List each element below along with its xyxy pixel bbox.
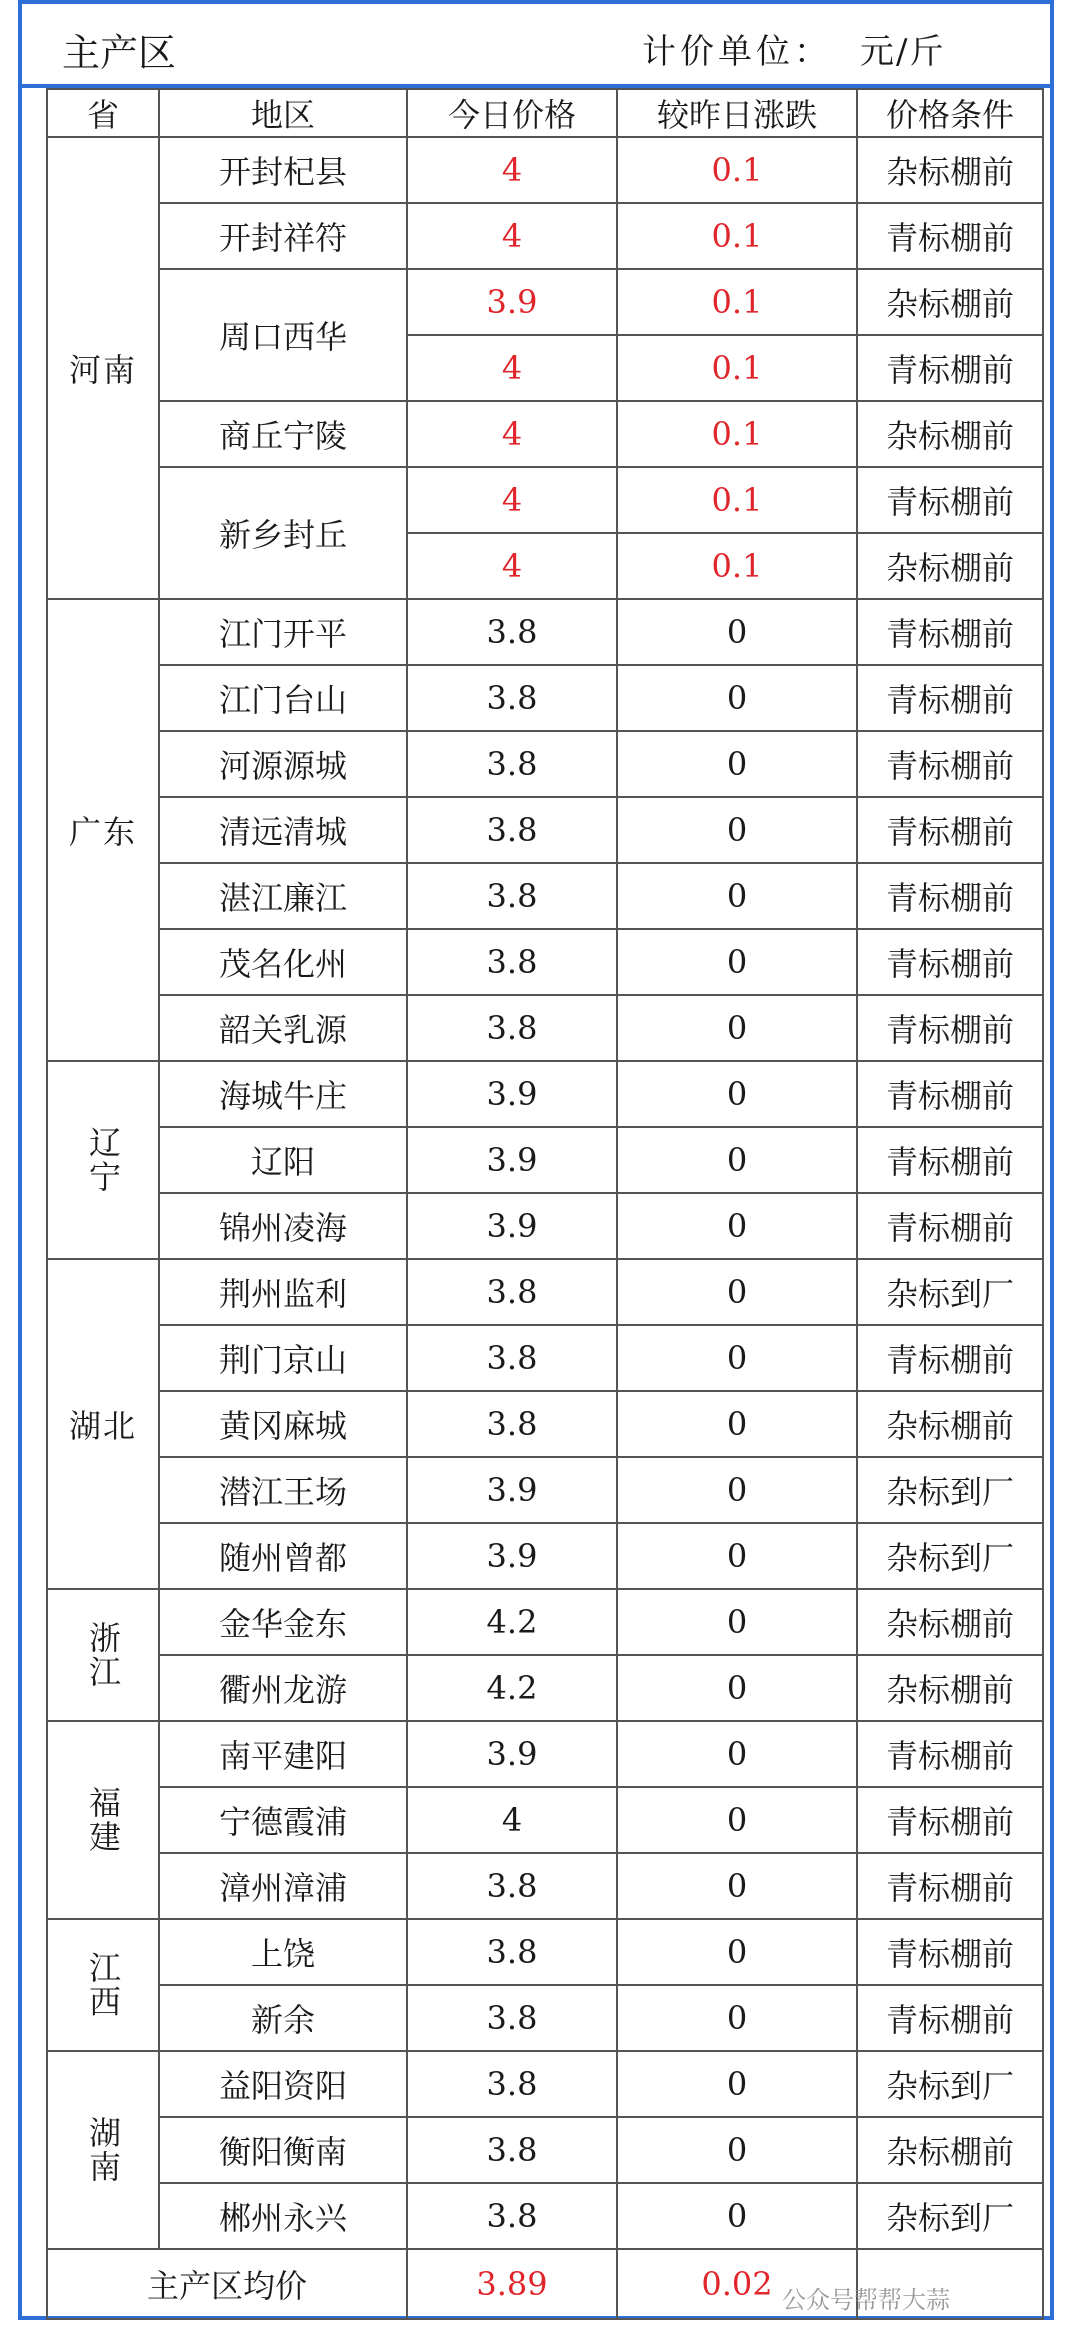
change-cell: 0 — [617, 1721, 857, 1787]
price-cell: 3.9 — [407, 1523, 617, 1589]
unit-label: 计价单位： — [642, 32, 832, 72]
condition-cell: 青标棚前 — [857, 203, 1043, 269]
price-cell: 3.8 — [407, 731, 617, 797]
change-cell: 0.1 — [617, 137, 857, 203]
table-row — [47, 1787, 1043, 1853]
table-row — [47, 1853, 1043, 1919]
table-row — [47, 1259, 1043, 1325]
condition-cell: 杂标棚前 — [857, 401, 1043, 467]
table-row — [47, 2183, 1043, 2249]
price-cell: 3.8 — [407, 929, 617, 995]
table-row — [47, 1523, 1043, 1589]
sheet-title: 主产区 — [62, 31, 177, 75]
province-cell: 江西 — [47, 1919, 159, 2051]
table-row — [47, 203, 1043, 269]
change-cell: 0 — [617, 1919, 857, 1985]
change-cell: 0 — [617, 1655, 857, 1721]
price-cell: 3.8 — [407, 665, 617, 731]
condition-cell: 杂标棚前 — [857, 1391, 1043, 1457]
region-cell: 开封杞县 — [159, 137, 407, 203]
col-header-change: 较昨日涨跌 — [617, 89, 857, 137]
table-row — [47, 995, 1043, 1061]
price-cell: 3.9 — [407, 1457, 617, 1523]
condition-cell: 杂标棚前 — [857, 1655, 1043, 1721]
region-cell: 南平建阳 — [159, 1721, 407, 1787]
table-row — [47, 401, 1043, 467]
price-cell: 3.8 — [407, 797, 617, 863]
price-cell: 3.8 — [407, 995, 617, 1061]
price-cell: 3.8 — [407, 599, 617, 665]
region-cell: 漳州漳浦 — [159, 1853, 407, 1919]
condition-cell: 青标棚前 — [857, 467, 1043, 533]
price-cell: 4.2 — [407, 1589, 617, 1655]
region-cell: 湛江廉江 — [159, 863, 407, 929]
condition-cell: 青标棚前 — [857, 1193, 1043, 1259]
price-cell: 3.8 — [407, 1853, 617, 1919]
change-cell: 0 — [617, 2051, 857, 2117]
price-cell: 4 — [407, 203, 617, 269]
region-cell: 新乡封丘 — [159, 467, 407, 599]
region-cell: 茂名化州 — [159, 929, 407, 995]
region-cell: 宁德霞浦 — [159, 1787, 407, 1853]
condition-cell: 青标棚前 — [857, 665, 1043, 731]
change-cell: 0 — [617, 2117, 857, 2183]
change-cell: 0.1 — [617, 533, 857, 599]
region-cell: 韶关乳源 — [159, 995, 407, 1061]
price-cell: 4 — [407, 1787, 617, 1853]
change-cell: 0 — [617, 1985, 857, 2051]
table-row — [47, 1457, 1043, 1523]
price-cell: 3.8 — [407, 2183, 617, 2249]
change-cell: 0 — [617, 1259, 857, 1325]
change-cell: 0 — [617, 1061, 857, 1127]
price-cell: 3.9 — [407, 1721, 617, 1787]
province-cell: 湖南 — [47, 2051, 159, 2249]
price-cell: 4 — [407, 401, 617, 467]
col-header-region: 地区 — [159, 89, 407, 137]
condition-cell: 青标棚前 — [857, 1787, 1043, 1853]
average-price: 3.89 — [407, 2249, 617, 2319]
table-row — [47, 137, 1043, 203]
condition-cell: 青标棚前 — [857, 797, 1043, 863]
region-cell: 河源源城 — [159, 731, 407, 797]
condition-cell: 青标棚前 — [857, 929, 1043, 995]
province-cell: 广东 — [47, 599, 159, 1061]
change-cell: 0 — [617, 1589, 857, 1655]
change-cell: 0 — [617, 929, 857, 995]
price-cell: 3.9 — [407, 1061, 617, 1127]
price-cell: 4 — [407, 137, 617, 203]
region-cell: 荆州监利 — [159, 1259, 407, 1325]
condition-cell: 青标棚前 — [857, 1853, 1043, 1919]
change-cell: 0 — [617, 1325, 857, 1391]
region-cell: 益阳资阳 — [159, 2051, 407, 2117]
region-cell: 潜江王场 — [159, 1457, 407, 1523]
table-row — [47, 665, 1043, 731]
change-cell: 0 — [617, 1457, 857, 1523]
region-cell: 周口西华 — [159, 269, 407, 401]
table-row — [47, 599, 1043, 665]
average-label: 主产区均价 — [47, 2249, 407, 2319]
table-row — [47, 2051, 1043, 2117]
table-header-row — [47, 89, 1043, 137]
price-cell: 3.8 — [407, 863, 617, 929]
table-row — [47, 1325, 1043, 1391]
change-cell: 0 — [617, 797, 857, 863]
change-cell: 0.1 — [617, 335, 857, 401]
change-cell: 0 — [617, 1523, 857, 1589]
condition-cell: 青标棚前 — [857, 335, 1043, 401]
table-row — [47, 1721, 1043, 1787]
condition-cell: 青标棚前 — [857, 863, 1043, 929]
region-cell: 新余 — [159, 1985, 407, 2051]
change-cell: 0.1 — [617, 467, 857, 533]
province-cell: 河南 — [47, 137, 159, 599]
change-cell: 0.1 — [617, 269, 857, 335]
table-row — [47, 863, 1043, 929]
condition-cell: 青标棚前 — [857, 731, 1043, 797]
region-cell: 衢州龙游 — [159, 1655, 407, 1721]
change-cell: 0 — [617, 665, 857, 731]
province-cell: 辽宁 — [47, 1061, 159, 1259]
region-cell: 金华金东 — [159, 1589, 407, 1655]
col-header-condition: 价格条件 — [857, 89, 1043, 137]
condition-cell: 杂标到厂 — [857, 1259, 1043, 1325]
condition-cell: 杂标棚前 — [857, 2117, 1043, 2183]
unit-value: 元/斤 — [860, 32, 946, 72]
table-row — [47, 1919, 1043, 1985]
table-row — [47, 1193, 1043, 1259]
price-cell: 3.8 — [407, 1985, 617, 2051]
region-cell: 荆门京山 — [159, 1325, 407, 1391]
condition-cell: 杂标棚前 — [857, 269, 1043, 335]
condition-cell: 青标棚前 — [857, 995, 1043, 1061]
price-cell: 4.2 — [407, 1655, 617, 1721]
region-cell: 江门开平 — [159, 599, 407, 665]
change-cell: 0.1 — [617, 203, 857, 269]
change-cell: 0 — [617, 863, 857, 929]
col-header-price: 今日价格 — [407, 89, 617, 137]
table-row — [47, 929, 1043, 995]
region-cell: 衡阳衡南 — [159, 2117, 407, 2183]
price-cell: 4 — [407, 467, 617, 533]
price-cell: 4 — [407, 533, 617, 599]
region-cell: 锦州凌海 — [159, 1193, 407, 1259]
province-cell: 福建 — [47, 1721, 159, 1919]
table-body — [47, 137, 1043, 2319]
change-cell: 0 — [617, 995, 857, 1061]
price-cell: 3.8 — [407, 1259, 617, 1325]
table-row — [47, 1391, 1043, 1457]
condition-cell: 杂标棚前 — [857, 1589, 1043, 1655]
table-row — [47, 467, 1043, 533]
region-cell: 海城牛庄 — [159, 1061, 407, 1127]
region-cell: 郴州永兴 — [159, 2183, 407, 2249]
change-cell: 0 — [617, 599, 857, 665]
table-row — [47, 1061, 1043, 1127]
condition-cell: 杂标棚前 — [857, 137, 1043, 203]
table-row — [47, 1655, 1043, 1721]
table-row — [47, 2117, 1043, 2183]
price-cell: 3.9 — [407, 269, 617, 335]
table-row — [47, 1985, 1043, 2051]
change-cell: 0 — [617, 1127, 857, 1193]
region-cell: 商丘宁陵 — [159, 401, 407, 467]
region-cell: 上饶 — [159, 1919, 407, 1985]
price-cell: 4 — [407, 335, 617, 401]
table-row — [47, 1127, 1043, 1193]
change-cell: 0.1 — [617, 401, 857, 467]
region-cell: 江门台山 — [159, 665, 407, 731]
change-cell: 0 — [617, 1787, 857, 1853]
price-cell: 3.8 — [407, 2051, 617, 2117]
price-cell: 3.8 — [407, 1325, 617, 1391]
region-cell: 辽阳 — [159, 1127, 407, 1193]
price-table — [46, 88, 1044, 2320]
condition-cell: 杂标棚前 — [857, 533, 1043, 599]
region-cell: 黄冈麻城 — [159, 1391, 407, 1457]
sheet-header — [22, 0, 1050, 84]
condition-cell: 青标棚前 — [857, 1061, 1043, 1127]
table-row — [47, 1589, 1043, 1655]
condition-cell: 杂标到厂 — [857, 1523, 1043, 1589]
region-cell: 随州曾都 — [159, 1523, 407, 1589]
price-cell: 3.8 — [407, 2117, 617, 2183]
price-cell: 3.8 — [407, 1919, 617, 1985]
price-cell: 3.8 — [407, 1391, 617, 1457]
change-cell: 0 — [617, 1853, 857, 1919]
province-cell: 浙江 — [47, 1589, 159, 1721]
condition-cell: 青标棚前 — [857, 1127, 1043, 1193]
condition-cell: 杂标到厂 — [857, 1457, 1043, 1523]
condition-cell: 青标棚前 — [857, 599, 1043, 665]
region-cell: 开封祥符 — [159, 203, 407, 269]
region-cell: 清远清城 — [159, 797, 407, 863]
price-cell: 3.9 — [407, 1127, 617, 1193]
price-sheet — [18, 0, 1054, 2320]
condition-cell: 青标棚前 — [857, 1325, 1043, 1391]
change-cell: 0 — [617, 1391, 857, 1457]
average-change: 0.02 — [617, 2249, 857, 2319]
change-cell: 0 — [617, 731, 857, 797]
table-row — [47, 797, 1043, 863]
condition-cell: 杂标到厂 — [857, 2183, 1043, 2249]
change-cell: 0 — [617, 2183, 857, 2249]
condition-cell: 青标棚前 — [857, 1919, 1043, 1985]
condition-cell: 青标棚前 — [857, 1985, 1043, 2051]
price-cell: 3.9 — [407, 1193, 617, 1259]
table-row — [47, 731, 1043, 797]
condition-cell: 杂标到厂 — [857, 2051, 1043, 2117]
change-cell: 0 — [617, 1193, 857, 1259]
table-row — [47, 269, 1043, 335]
watermark: 公众号帮帮大蒜 — [782, 2286, 950, 2314]
col-header-province: 省 — [47, 89, 159, 137]
province-cell: 湖北 — [47, 1259, 159, 1589]
condition-cell: 青标棚前 — [857, 1721, 1043, 1787]
